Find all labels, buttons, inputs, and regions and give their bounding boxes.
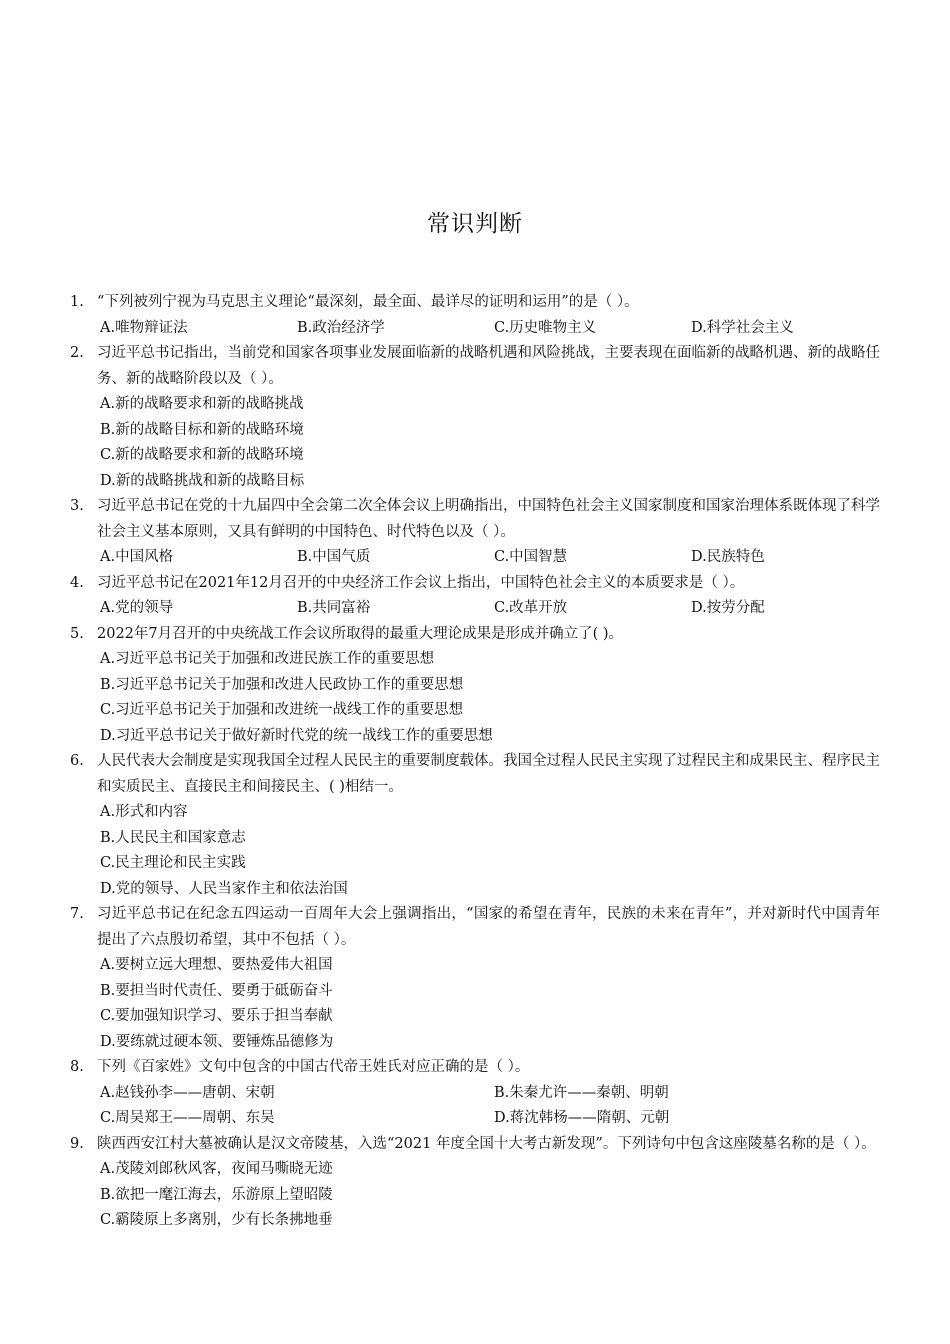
option-b: B.人民民主和国家意志: [100, 829, 246, 846]
option-d: D.科学社会主义: [691, 319, 794, 336]
question-3: [70, 494, 880, 571]
question-number: 1.: [70, 294, 84, 310]
option-list: [100, 953, 880, 1055]
option-c: C.历史唯物主义: [494, 319, 597, 336]
option-c: C.中国智慧: [494, 549, 568, 565]
question-number: 5.: [70, 625, 84, 642]
option-b: B.共同富裕: [297, 600, 371, 616]
question-text: 习近平总书记在党的十九届四中全会第二次全体会议上明确指出，中国特色社会主义国家制度和国家治理体系既体现了科学社会主义基本原则，又具有鲜明的中国特色、时代特色以及（ ）。: [97, 498, 880, 540]
question-6: [70, 749, 880, 902]
option-c: C.新的战略要求和新的战略环境: [100, 447, 304, 463]
option-list: [100, 596, 880, 622]
question-text: 2022年7月召开的中央统战工作会议所取得的最重大理论成果是形成并确立了( )。: [97, 625, 624, 642]
option-d: D.民族特色: [691, 549, 765, 565]
question-text: 习近平总书记在纪念五四运动一百周年大会上强调指出，“国家的希望在青年，民族的未来在青年”，并对新时代中国青年提出了六点殷切希望，其中不包括（ ）。: [97, 906, 880, 948]
option-a: A.茂陵刘郎秋风客，夜闻马嘶晓无迹: [100, 1161, 333, 1177]
question-number: 4.: [70, 574, 84, 591]
option-d: D.按劳分配: [691, 600, 765, 616]
option-list: [100, 647, 880, 749]
option-list: [100, 316, 880, 342]
question-text: 习近平总书记指出，当前党和国家各项事业发展面临新的战略机遇和风险挑战，主要表现在面临新的战略机遇、新的战略任务、新的战略阶段以及（ ）。: [97, 345, 880, 387]
question-1: [70, 290, 880, 341]
page-title: 常识判断: [427, 211, 523, 237]
question-text: 陕西西安江村大墓被确认是汉文帝陵基，入选“2021 年度全国十大考古新发现”。下列诗句中包含这座陵墓名称的是（ ）。: [97, 1135, 876, 1152]
option-d: D.新的战略挑战和新的战略目标: [100, 472, 305, 489]
question-text: 下列《百家姓》文句中包含的中国古代帝王姓氏对应正确的是（ ）。: [97, 1059, 530, 1075]
question-text: 人民代表大会制度是实现我国全过程人民民主的重要制度载体。我国全过程人民民主实现了过程民主和成果民主、程序民主和实质民主、直接民主和间接民主、( )相结一。: [97, 753, 880, 795]
option-list: [100, 392, 880, 494]
option-c: C.习近平总书记关于加强和改进统一战线工作的重要思想: [100, 702, 464, 718]
option-c: C.民主理论和民主实践: [100, 855, 246, 871]
option-c: C.周吴郑王——周朝、东吴: [100, 1110, 275, 1126]
option-b: B.朱秦尤许——秦朝、明朝: [494, 1084, 669, 1101]
option-d: D.党的领导、人民当家作主和依法治国: [100, 880, 348, 897]
option-d: D.习近平总书记关于做好新时代党的统一战线工作的重要思想: [100, 727, 493, 744]
option-d: D.蒋沈韩杨——隋朝、元朝: [494, 1110, 670, 1126]
question-number: 6.: [70, 753, 84, 769]
option-a: A.党的领导: [100, 600, 174, 616]
question-number: 8.: [70, 1059, 84, 1075]
question-4: [70, 571, 880, 622]
option-a: A.要树立远大理想、要热爱伟大祖国: [100, 957, 333, 973]
option-c: C.改革开放: [494, 600, 568, 616]
option-b: B.要担当时代责任、要勇于砥砺奋斗: [100, 982, 333, 999]
option-list: [100, 1081, 880, 1132]
question-text: “下列被列宁视为马克思主义理论“最深刻，最全面、最详尽的证明和运用”的是（ ）。: [97, 294, 639, 310]
option-b: B.政治经济学: [297, 319, 385, 336]
question-number: 2.: [70, 345, 84, 361]
option-b: B.新的战略目标和新的战略环境: [100, 421, 304, 438]
question-9: [70, 1132, 880, 1234]
option-list: [100, 1157, 880, 1234]
question-text: 习近平总书记在2021年12月召开的中央经济工作会议上指出，中国特色社会主义的本质要求是（ ）。: [97, 574, 745, 591]
question-2: [70, 341, 880, 494]
option-b: B.中国气质: [297, 549, 371, 565]
question-5: [70, 622, 880, 750]
option-a: A.新的战略要求和新的战略挑战: [100, 396, 304, 412]
option-c: C.要加强知识学习、要乐于担当奉献: [100, 1008, 333, 1024]
option-c: C.霸陵原上多离别，少有长条拂地垂: [100, 1212, 333, 1228]
option-a: A.中国风格: [100, 549, 174, 565]
option-a: A.习近平总书记关于加强和改进民族工作的重要思想: [100, 651, 435, 667]
question-number: 9.: [70, 1135, 84, 1152]
option-a: A.唯物辩证法: [100, 319, 188, 336]
option-a: A.赵钱孙李——唐朝、宋朝: [100, 1084, 275, 1101]
question-number: 3.: [70, 498, 84, 514]
option-b: B.欲把一麾江海去，乐游原上望昭陵: [100, 1186, 333, 1203]
question-8: [70, 1055, 880, 1132]
option-b: B.习近平总书记关于加强和改进人民政协工作的重要思想: [100, 676, 464, 693]
question-list: [70, 290, 880, 1234]
question-7: [70, 902, 880, 1055]
option-a: A.形式和内容: [100, 804, 188, 820]
question-number: 7.: [70, 906, 84, 922]
option-list: [100, 545, 880, 571]
option-d: D.要练就过硬本领、要锤炼品德修为: [100, 1033, 334, 1050]
option-list: [100, 800, 880, 902]
